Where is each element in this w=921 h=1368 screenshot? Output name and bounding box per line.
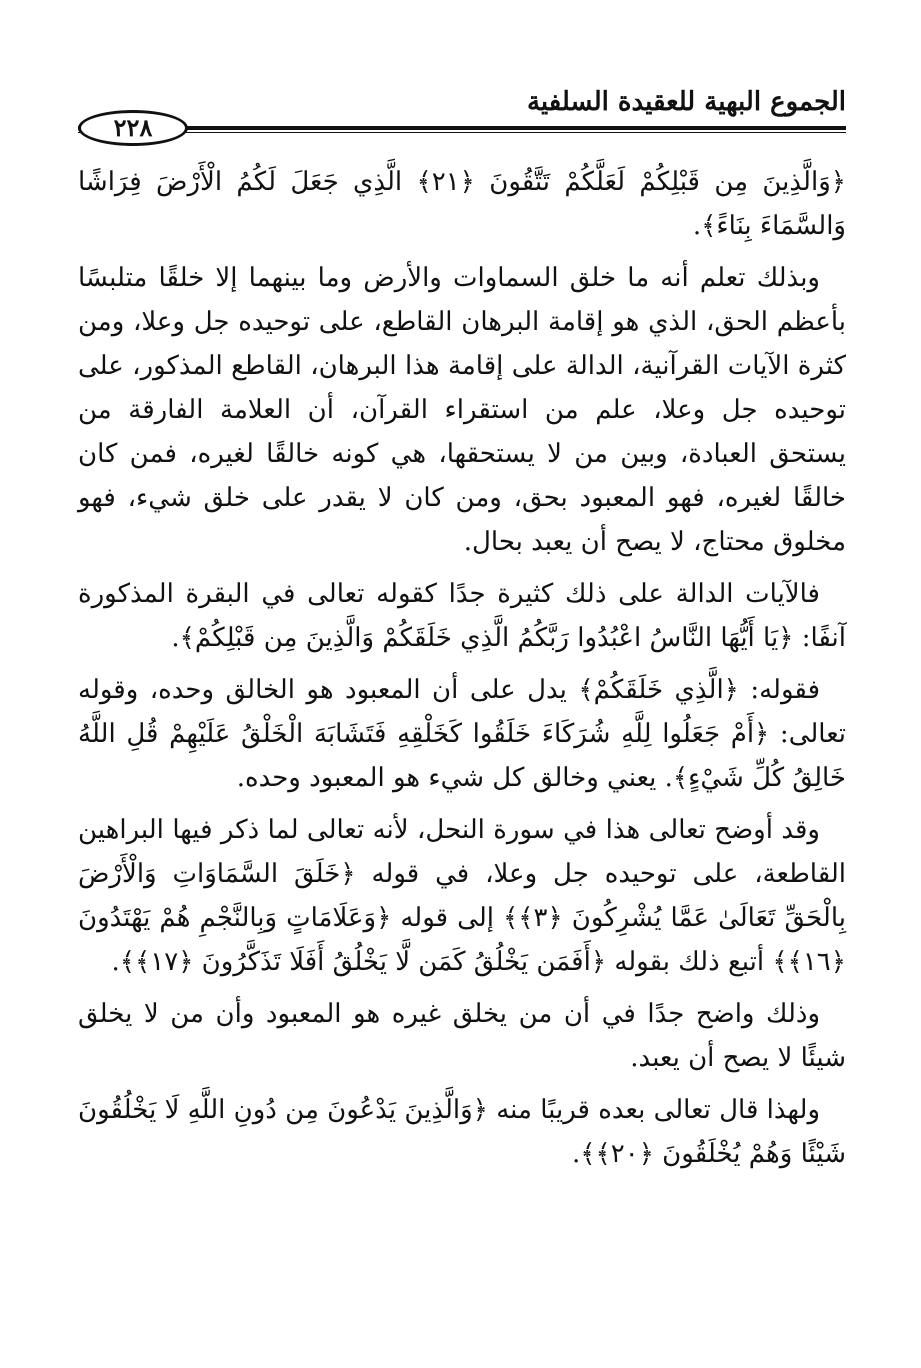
paragraph: وذلك واضح جدًا في أن من يخلق غيره هو المعبود وأن من لا يخلق شيئًا لا يصح أن يعبد. [78, 999, 846, 1073]
quran-verse-continuation: ﴿وَالَّذِينَ مِن قَبْلِكُمْ لَعَلَّكُمْ تَتَّقُونَ ﴿٢١﴾ الَّذِي جَعَلَ لَكُمُ الْأَرْضَ فِرَاشًا وَالسَّمَاءَ بِنَاءً﴾. [78, 167, 846, 241]
paragraph: فالآيات الدالة على ذلك كثيرة جدًا كقوله تعالى في البقرة المذكورة آنفًا: ﴿يَا أَيُّهَا النَّاسُ اعْبُدُوا رَبَّكُمُ الَّذِي خَلَقَكُمْ وَالَّذِينَ مِن قَبْلِكُمْ﴾. [78, 579, 846, 653]
paragraph: وقد أوضح تعالى هذا في سورة النحل، لأنه تعالى لما ذكر فيها البراهين القاطعة، على توحيده جل وعلا، في قوله ﴿خَلَقَ السَّمَاوَاتِ وَالْأَرْضَ بِالْحَقِّ تَعَالَىٰ عَمَّا يُشْرِكُونَ ﴿٣﴾﴾ إلى قوله ﴿وَعَلَامَاتٍ وَبِالنَّجْمِ هُمْ يَهْتَدُونَ ﴿١٦﴾﴾ أتبع ذلك بقوله ﴿أَفَمَن يَخْلُقُ كَمَن لَّا يَخْلُقُ أَفَلَا تَذَكَّرُونَ ﴿١٧﴾﴾. [78, 815, 847, 977]
header-rule-thin [78, 132, 846, 133]
page-body [78, 160, 846, 1184]
paragraph: ولهذا قال تعالى بعده قريبًا منه ﴿وَالَّذِينَ يَدْعُونَ مِن دُونِ اللَّهِ لَا يَخْلُقُونَ شَيْئًا وَهُمْ يُخْلَقُونَ ﴿٢٠﴾﴾. [78, 1095, 846, 1169]
paragraph: فقوله: ﴿الَّذِي خَلَقَكُمْ﴾ يدل على أن المعبود هو الخالق وحده، وقوله تعالى: ﴿أَمْ جَعَلُوا لِلَّهِ شُرَكَاءَ خَلَقُوا كَخَلْقِهِ فَتَشَابَهَ الْخَلْقُ عَلَيْهِمْ قُلِ اللَّهُ خَالِقُ كُلِّ شَيْءٍ﴾. يعني وخالق كل شيء هو المعبود وحده. [78, 675, 846, 793]
running-title: الجموع البهية للعقيدة السلفية [526, 87, 846, 117]
page-number: ٢٢٨ [78, 110, 188, 146]
paragraph: وبذلك تعلم أنه ما خلق السماوات والأرض وما بينهما إلا خلقًا متلبسًا بأعظم الحق، الذي هو إقامة البرهان القاطع، على توحيده جل وعلا، ومن كثرة الآيات القرآنية، الدالة على إقامة هذا البرهان، القاطع المذكور، على توحيده جل وعلا، علم من استقراء القرآن، أن العلامة الفارقة من يستحق العبادة، وبين من لا يستحقها، هي كونه خالقًا لغيره، فمن كان خالقًا لغيره، فهو المعبود بحق، ومن كان لا يقدر على خلق شيء، فهو مخلوق محتاج، لا يصح أن يعبد بحال. [78, 263, 846, 557]
header-rule [78, 126, 846, 130]
page-header [78, 86, 846, 146]
